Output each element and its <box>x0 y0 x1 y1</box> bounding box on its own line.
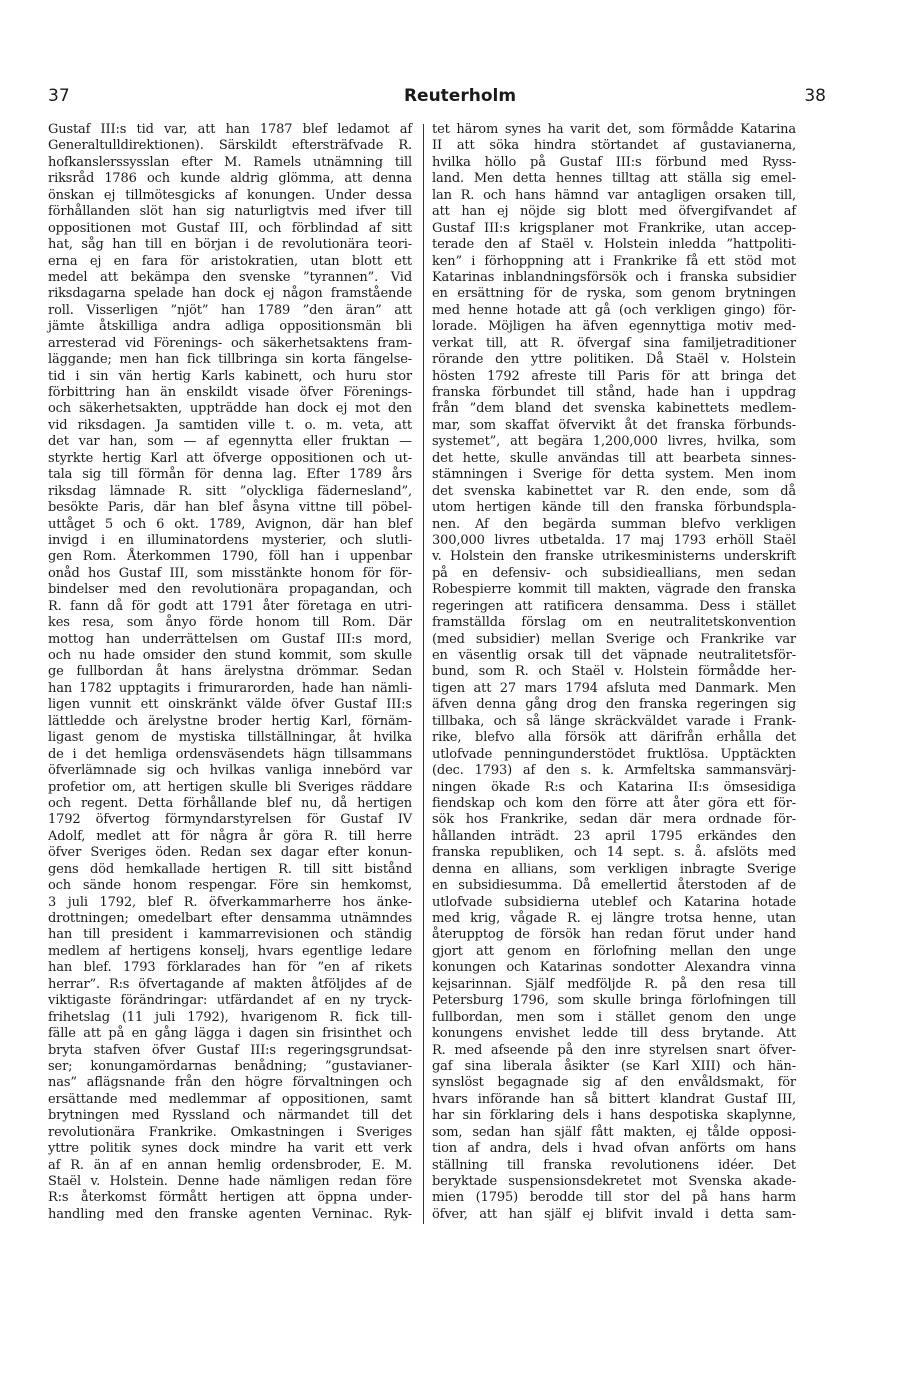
text-line: förhållanden slöt han sig naturligtvis med ifver till <box>48 204 412 220</box>
text-line: handling med den franske agenten Verninac. Ryk- <box>48 1206 412 1222</box>
text-line: det hette, skulle användas till att bearbeta sinnes- <box>432 450 796 466</box>
text-line: tion af andra, dels i hvad ofvan anförts om hans <box>432 1141 796 1157</box>
text-line: riksråd 1786 och kunde aldrig glömma, att denna <box>48 171 412 187</box>
text-line: hvilka höllo på Gustaf III:s förbund med Ryss- <box>432 154 796 170</box>
text-line: öfverlämnade sig och hvilkas vanliga innebörd var <box>48 763 412 779</box>
text-line: ställning till franska revolutionens idéer. Det <box>432 1157 796 1173</box>
text-line: äfven denna gång drog den franska regeringen sig <box>432 697 796 713</box>
text-line: systemet”, att begära 1,200,000 livres, hvilka, som <box>432 434 796 450</box>
text-line: rike, blefvo alla försök att därifrån erhålla det <box>432 730 796 746</box>
text-line: synslöst begagnade sig af den envåldsmakt, för <box>432 1075 796 1091</box>
text-line: arresterad vid Förenings- och säkerhetsaktens fram- <box>48 335 412 351</box>
text-line: besökte Paris, där han blef åsyna vittne till pöbel- <box>48 500 412 516</box>
text-line: R. fann då för godt att 1791 åter företaga en utri- <box>48 598 412 614</box>
text-line: hofkanslerssysslan efter M. Ramels utnämning till <box>48 154 412 170</box>
text-line: Katarinas inblandningsförsök och i franska subsidier <box>432 269 796 285</box>
text-line: revolutionära Frankrike. Omkastningen i Sveriges <box>48 1124 412 1140</box>
text-line: och sände honom respengar. Före sin hemkomst, <box>48 878 412 894</box>
text-line: lan R. och hans hämnd var antagligen orsaken till, <box>432 187 796 203</box>
text-line: och nu hade omsider den stund kommit, som skulle <box>48 648 412 663</box>
text-line: att han ej nöjde sig blott med öfvergifvandet af <box>432 204 796 220</box>
text-line: gaf sina liberala åsikter (se Karl XIII) och hän- <box>432 1058 796 1074</box>
text-line: lättledde och ärelystne broder hertig Karl, förnäm- <box>48 713 412 729</box>
text-line: konungen och Katarinas sondotter Alexandra vinna <box>432 960 796 976</box>
text-line: drottningen; omedelbart efter densamma utnämndes <box>48 911 412 926</box>
text-line: lorade. Möjligen ha äfven egennyttiga motiv med- <box>432 319 796 335</box>
text-line: erna ej en fara för aristokratien, utan blott ett <box>48 253 412 269</box>
text-line: fiendskap och kom den förre att åter göra ett för- <box>432 795 796 811</box>
text-line: (med subsidier) mellan Sverige och Frankrike var <box>432 631 796 647</box>
page-header <box>0 86 920 110</box>
text-line: har sin förklaring dels i hans despotiska skaplynne, <box>432 1108 796 1124</box>
text-line: riksdag lämnade R. sitt ”olyckliga fädernesland”, <box>48 483 412 499</box>
text-line: ligen vunnit ett oinskränkt välde öfver Gustaf III:s <box>48 697 412 713</box>
text-line: han 1782 upptagits i frimurarorden, hade han nämli- <box>48 680 412 696</box>
text-line: öfver Sveriges öden. Redan sex dagar efter konun- <box>48 845 412 861</box>
text-line: nen. Af den begärda summan blefvo verkligen <box>432 516 796 532</box>
text-line: hållanden inträdt. 23 april 1795 erkändes den <box>432 828 796 844</box>
text-line: på en defensiv- och subsidieallians, men sedan <box>432 565 796 581</box>
text-line: gen Rom. Återkommen 1790, föll han i uppenbar <box>48 549 412 565</box>
text-line: terade den af Staël v. Holstein inledda ”hattpoliti- <box>432 237 796 253</box>
text-line: och regent. Detta förhållande blef nu, då hertigen <box>48 795 412 811</box>
text-line: kejsarinnan. Själf medföljde R. på den resa till <box>432 976 796 992</box>
text-line: profetior om, att hertigen skulle bli Sveriges räddare <box>48 779 412 795</box>
text-line: från ”dem bland det svenska kabinettets medlem- <box>432 401 796 417</box>
text-line: yttre politik synes dock mindre ha varit ett verk <box>48 1141 412 1157</box>
text-line: bryta stafven öfver Gustaf III:s regeringsgrundsat- <box>48 1042 412 1058</box>
text-line: en ersättning för de ryska, som genom brytningen <box>432 286 796 302</box>
text-line: 1792 öfvertog förmyndarstyrelsen för Gustaf IV <box>48 812 412 828</box>
text-line: fälle att på en gång lägga i dagen sin frisinthet och <box>48 1026 412 1042</box>
text-line: ser; konungamördarnas benådning; ”gustavianer- <box>48 1058 412 1074</box>
running-head-title: Reuterholm <box>403 86 517 106</box>
text-line: ligast genom de mystiska tillställningar, åt hvilka <box>48 730 412 746</box>
text-line: vid riksdagen. Ja samtiden ville t. o. m. veta, att <box>48 417 412 433</box>
text-line: mien (1795) berodde till stor del på hans harm <box>432 1190 796 1206</box>
text-line: brytningen med Ryssland och närmandet till det <box>48 1108 412 1124</box>
text-line: regeringen att ratificera densamma. Dess i stället <box>432 598 796 614</box>
right-column <box>432 122 796 1223</box>
text-line: oppositionen mot Gustaf III, och förblindad af sitt <box>48 220 412 236</box>
text-line: R. med afseende på den inre styrelsen snart öfver- <box>432 1042 796 1058</box>
text-line: kes resa, som ånyo förde honom till Rom. Där <box>48 615 412 631</box>
text-line: konungens envishet ledde till dess brytande. Att <box>432 1026 796 1042</box>
text-line: återupptog de försök han redan förut under hand <box>432 927 796 943</box>
text-line: med henne hotade att gå (och verkligen gingo) för- <box>432 302 796 318</box>
text-line: af R. än af en annan hemlig ordensbroder, E. M. <box>48 1157 412 1173</box>
text-line: bindelser med den revolutionära propagandan, och <box>48 582 412 598</box>
text-line: franska förbundet till stånd, hade han i uppdrag <box>432 385 796 400</box>
text-line: utlofvade penningunderstödet fruktlösa. Upptäckten <box>432 746 796 762</box>
text-line: förbittring han än enskildt visade öfver Förenings- <box>48 385 412 400</box>
text-line: beryktade suspensionsdekretet mot Svenska akade- <box>432 1174 796 1189</box>
text-line: jämte åtskilliga andra adliga oppositionsmän bli <box>48 319 412 335</box>
text-line: Staël v. Holstein. Denne hade nämligen redan före <box>48 1174 412 1189</box>
text-line: Gustaf III:s krigsplaner mot Frankrike, utan accep- <box>432 220 796 236</box>
text-line: ge fullbordan åt hans ärelystna drömmar. Sedan <box>48 664 412 680</box>
text-line: utom hertigen kände till den franska förbundspla- <box>432 500 796 516</box>
page-number-left: 37 <box>48 86 70 106</box>
text-line: medel att bekämpa den svenske ”tyrannen”. Vid <box>48 269 412 285</box>
text-line: land. Men detta hennes tilltag att ställa sig emel- <box>432 171 796 187</box>
text-line: ersättande med medlemmar af oppositionen, samt <box>48 1091 412 1107</box>
text-line: 3 juli 1792, blef R. öfverkammarherre hos änke- <box>48 894 412 910</box>
text-line: han till president i kammarrevisionen och ständig <box>48 927 412 943</box>
text-line: tet härom synes ha varit det, som förmådde Katarina <box>432 122 796 137</box>
left-column <box>48 122 412 1223</box>
text-line: tid i sin vän hertig Karls kabinett, och huru stor <box>48 368 412 384</box>
text-line: gens död hemkallade hertigen R. till sitt bistånd <box>48 861 412 877</box>
text-line: Gustaf III:s tid var, att han 1787 blef ledamot af <box>48 122 412 137</box>
text-line: medlem af hertigens konselj, hvars egentlige ledare <box>48 943 412 959</box>
text-line: ken” i förhoppning att i Frankrike få ett stöd mot <box>432 253 796 269</box>
text-line: styrkte hertig Karl att öfverge oppositionen och ut- <box>48 450 412 466</box>
text-line: hvars införande han så bittert klandrat Gustaf III, <box>432 1091 796 1107</box>
text-line: v. Holstein den franske utrikesministerns underskrift <box>432 549 796 565</box>
text-line: 300,000 livres utbetalda. 17 maj 1793 erhöll Staël <box>432 532 796 548</box>
text-line: en väsentlig orsak till det väpnade neutralitetsför- <box>432 648 796 663</box>
text-line: roll. Visserligen ”njöt” han 1789 ”den äran” att <box>48 302 412 318</box>
text-line: frihetslag (11 juli 1792), hvarigenom R. fick till- <box>48 1009 412 1025</box>
text-line: som, sedan han själf fått makten, ej tålde opposi- <box>432 1124 796 1140</box>
text-line: de i det hemliga ordensväsendets hägn tillsammans <box>48 746 412 762</box>
text-line: Generaltulldirektionen). Särskildt eftersträfvade R. <box>48 138 412 154</box>
text-line: det svenska kabinettet var R. den ende, som då <box>432 483 796 499</box>
text-line: Robespierre kommit till makten, vägrade den franska <box>432 582 796 598</box>
text-line: läggande; men han fick tillbringa sin korta fängelse- <box>48 352 412 368</box>
text-line: stämningen i Sverige för detta system. Men inom <box>432 467 796 483</box>
text-line: verkat till, att R. öfvergaf sina familjetraditioner <box>432 335 796 351</box>
text-line: tala sig till förmån för denna lag. Efter 1789 års <box>48 467 412 483</box>
text-line: tigen att 27 mars 1794 afsluta med Danmark. Men <box>432 680 796 696</box>
text-line: fullbordan, men som i stället genom den unge <box>432 1009 796 1025</box>
page-number-right: 38 <box>804 86 826 106</box>
text-line: R:s återkomst förmått hertigen att öppna under- <box>48 1190 412 1206</box>
text-line: bund, som R. och Staël v. Holstein förmådde her- <box>432 664 796 680</box>
text-line: uttåget 5 och 6 okt. 1789, Avignon, där han blef <box>48 516 412 532</box>
text-line: och säkerhetsakten, uppträdde han dock ej mot den <box>48 401 412 417</box>
text-line: öfver, att han själf ej blifvit invald i detta sam- <box>432 1206 796 1222</box>
text-line: han blef. 1793 förklarades han för ”en af rikets <box>48 960 412 976</box>
text-line: invigd i en illuminatordens mysterier, och slutli- <box>48 532 412 548</box>
text-line: viktigaste förändringar: utfärdandet af en ny tryck- <box>48 993 412 1009</box>
text-line: sök hos Frankrike, sedan där mera ordnade för- <box>432 812 796 828</box>
text-line: önskan ej tillmötesgicks af konungen. Under dessa <box>48 187 412 203</box>
text-line: ningen ökade R:s och Katarina II:s ömsesidiga <box>432 779 796 795</box>
text-line: mar, som skaffat öfvervikt åt det franska förbunds- <box>432 417 796 433</box>
text-line: det var han, som — af egennytta eller fruktan — <box>48 434 412 450</box>
text-line: tillbaka, och så länge skräckväldet varade i Frank- <box>432 713 796 729</box>
column-divider <box>423 124 424 1224</box>
text-line: hösten 1792 afreste till Paris för att bringa det <box>432 368 796 384</box>
text-line: II att söka hindra störtandet af gustavianerna, <box>432 138 796 154</box>
text-line: mottog han underrättelsen om Gustaf III:s mord, <box>48 631 412 647</box>
text-line: nas” aflägsnande från den högre förvaltningen och <box>48 1075 412 1091</box>
text-line: rörande den yttre politiken. Då Staël v. Holstein <box>432 352 796 368</box>
text-line: Adolf, medlet att för några år göra R. till herre <box>48 828 412 844</box>
text-line: riksdagarna spelade han dock ej någon framstående <box>48 286 412 302</box>
text-line: franska republiken, och 14 sept. s. å. afslöts med <box>432 845 796 861</box>
text-line: Petersburg 1796, som skulle bringa förlofningen till <box>432 993 796 1009</box>
text-line: utlofvade subsidierna uteblef och Katarina hotade <box>432 894 796 910</box>
text-line: herrar”. R:s öfvertagande af makten åtföljdes af de <box>48 976 412 992</box>
text-line: denna en allians, som verkligen inbragte Sverige <box>432 861 796 877</box>
text-line: framställda förslag om en neutralitetskonvention <box>432 615 796 631</box>
text-line: onåd hos Gustaf III, som misstänkte honom för för- <box>48 565 412 581</box>
text-line: gjort att genom en förlofning mellan den unge <box>432 943 796 959</box>
text-line: med krig, vågade R. ej längre trotsa henne, utan <box>432 911 796 926</box>
text-line: en subsidiesumma. Då emellertid återstoden af de <box>432 878 796 894</box>
text-line: (dec. 1793) af den s. k. Armfeltska sammansvärj- <box>432 763 796 779</box>
text-line: hat, såg han till en början i de revolutionära teori- <box>48 237 412 253</box>
